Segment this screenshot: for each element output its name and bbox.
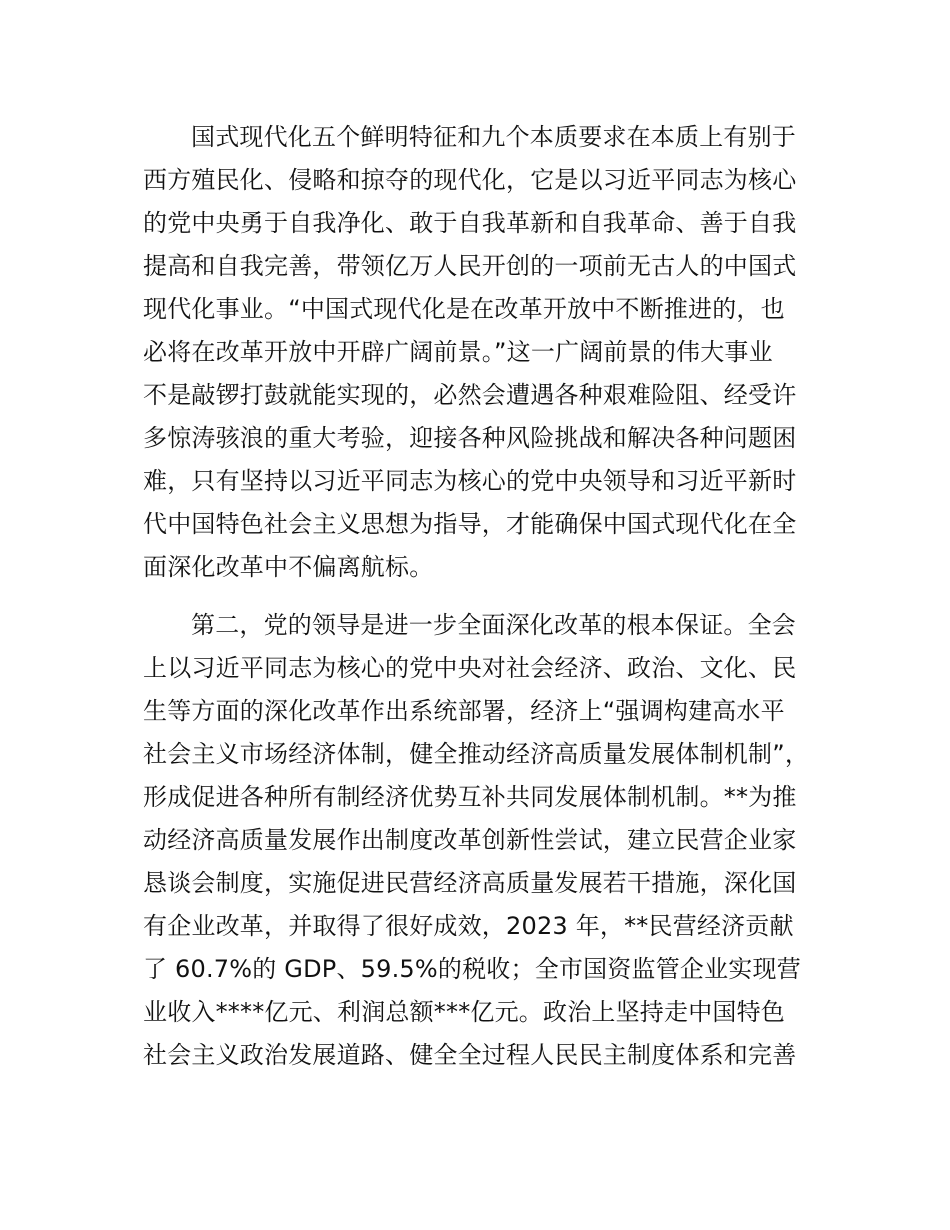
text-line: 必将在改革开放中开辟广阔前景。”这一广阔前景的伟大事业 bbox=[143, 338, 773, 366]
text-line: 社会主义市场经济体制，健全推动经济高质量发展体制机制”， bbox=[143, 740, 810, 768]
text-line: 生等方面的深化改革作出系统部署，经济上“强调构建高水平 bbox=[143, 697, 785, 725]
text-line: 动经济高质量发展作出制度改革创新性尝试，建立民营企业家 bbox=[143, 826, 797, 854]
text-line: 代中国特色社会主义思想为指导，才能确保中国式现代化在全 bbox=[143, 510, 797, 538]
text-line: 有企业改革，并取得了很好成效，2023 年，**民营经济贡献 bbox=[143, 912, 794, 940]
text-line: 多惊涛骇浪的重大考验，迎接各种风险挑战和解决各种问题困 bbox=[143, 424, 797, 452]
text-line: 西方殖民化、侵略和掠夺的现代化，它是以习近平同志为核心 bbox=[143, 166, 797, 194]
text-line: 恳谈会制度，实施促进民营经济高质量发展若干措施，深化国 bbox=[143, 869, 797, 897]
text-line: 形成促进各种所有制经济优势互补共同发展体制机制。**为推 bbox=[143, 783, 797, 811]
text-line: 社会主义政治发展道路、健全全过程人民民主制度体系和完善 bbox=[143, 1041, 797, 1069]
text-line: 的党中央勇于自我净化、敢于自我革新和自我革命、善于自我 bbox=[143, 209, 797, 237]
text-line: 提高和自我完善，带领亿万人民开创的一项前无古人的中国式 bbox=[143, 252, 797, 280]
text-line: 现代化事业。“中国式现代化是在改革开放中不断推进的，也 bbox=[143, 295, 785, 323]
text-line: 面深化改革中不偏离航标。 bbox=[143, 553, 434, 581]
text-line: 国式现代化五个鲜明特征和九个本质要求在本质上有别于 bbox=[191, 123, 796, 151]
text-line: 难，只有坚持以习近平同志为核心的党中央领导和习近平新时 bbox=[143, 467, 797, 495]
text-line: 上以习近平同志为核心的党中央对社会经济、政治、文化、民 bbox=[143, 654, 797, 682]
text-line: 不是敲锣打鼓就能实现的，必然会遭遇各种艰难险阻、经受许 bbox=[143, 381, 797, 409]
text-line: 第二，党的领导是进一步全面深化改革的根本保证。全会 bbox=[191, 611, 796, 639]
text-line: 了 60.7%的 GDP、59.5%的税收；全市国资监管企业实现营 bbox=[143, 955, 801, 983]
text-line: 业收入****亿元、利润总额***亿元。政治上坚持走中国特色 bbox=[143, 998, 785, 1026]
